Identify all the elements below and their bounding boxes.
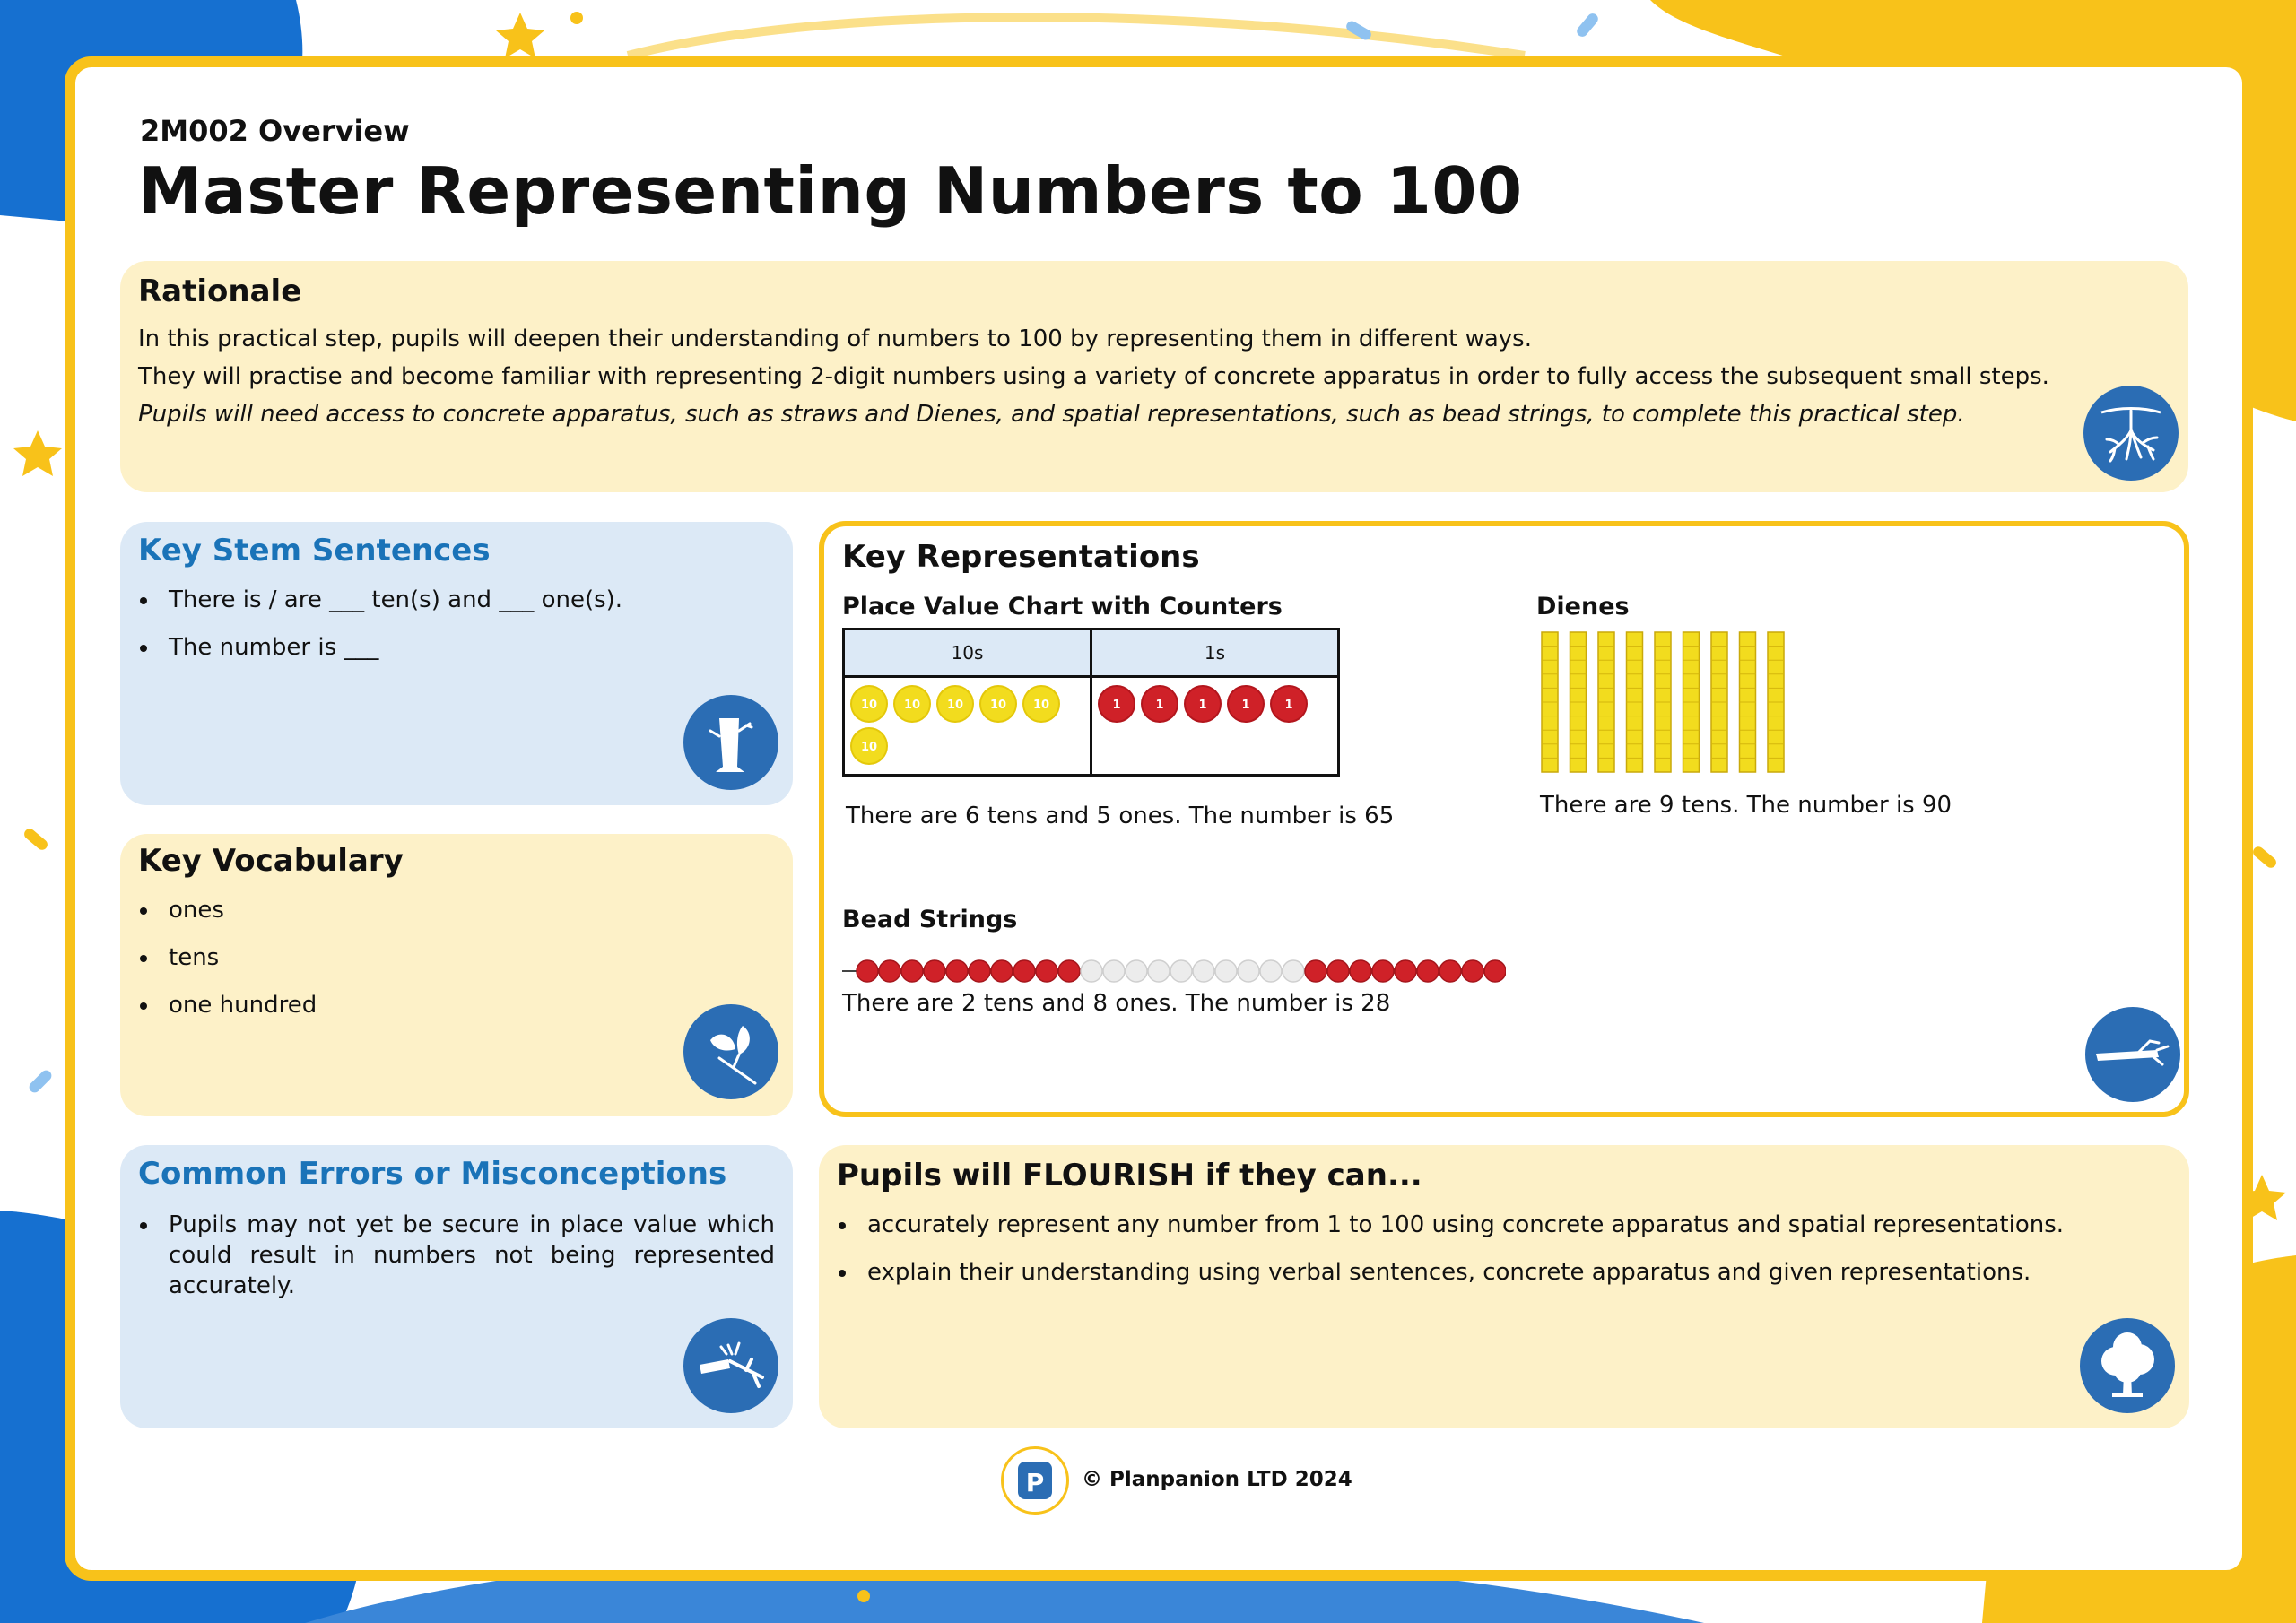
rationale-line-1: In this practical step, pupils will deepen their understanding of numbers to 100 by representing them in different ways.	[138, 325, 1532, 352]
stem-sentences-list	[138, 585, 622, 680]
tens-column-header: 10s	[844, 629, 1091, 677]
tree-stump-icon	[683, 695, 778, 790]
tens-counter: 10	[850, 727, 888, 765]
red-bead	[879, 960, 900, 982]
common-error-text: Pupils may not yet be secure in place value which could result in numbers not being represented accurately.	[169, 1211, 775, 1299]
ones-counter: 1	[1270, 685, 1308, 723]
bead-strings-caption: There are 2 tens and 8 ones. The number is 28	[842, 990, 1391, 1017]
ones-column-header: 1s	[1091, 629, 1339, 677]
rationale-panel	[120, 261, 2188, 492]
flourish-title: Pupils will FLOURISH if they can...	[837, 1158, 1422, 1193]
red-bead	[946, 960, 968, 982]
white-bead	[1238, 960, 1259, 982]
list-item: explain their understanding using verbal sentences, concrete apparatus and given representations.	[837, 1257, 2064, 1288]
red-bead	[1439, 960, 1461, 982]
tens-counter: 10	[1022, 685, 1060, 723]
red-bead	[857, 960, 878, 982]
red-bead	[969, 960, 990, 982]
logo-letter: P	[1025, 1468, 1045, 1497]
copyright-text: © Planpanion LTD 2024	[1082, 1468, 1352, 1491]
white-bead	[1081, 960, 1102, 982]
tens-counters	[845, 678, 1090, 765]
dienes-ten-rod	[1768, 632, 1784, 772]
red-bead	[1305, 960, 1326, 982]
footer	[1001, 1446, 1352, 1518]
dienes-caption: There are 9 tens. The number is 90	[1540, 792, 1952, 819]
list-item: There is / are ___ ten(s) and ___ one(s).	[138, 585, 622, 615]
rationale-line-3: Pupils will need access to concrete apparatus, such as straws and Dienes, and spatial representations, such as bead strings, to complete this practical step.	[138, 401, 1965, 428]
tens-counter: 10	[936, 685, 974, 723]
dienes-ten-rod	[1683, 632, 1700, 772]
dienes-ten-rod	[1740, 632, 1756, 772]
dienes-ten-rod	[1598, 632, 1614, 772]
red-bead	[1036, 960, 1057, 982]
broken-branch-icon	[683, 1318, 778, 1413]
red-bead	[1417, 960, 1439, 982]
red-bead	[1350, 960, 1371, 982]
roots-icon	[2083, 386, 2179, 481]
place-value-chart	[842, 628, 1340, 777]
dienes-title: Dienes	[1536, 593, 1630, 621]
bead-string	[842, 955, 1506, 987]
rationale-line-2: They will practise and become familiar with representing 2-digit numbers using a variety of concrete apparatus in order to fully access the subsequent small steps.	[138, 363, 2049, 390]
dienes-ten-rod	[1570, 632, 1587, 772]
representations-title: Key Representations	[842, 539, 1200, 575]
flourish-list	[837, 1210, 2064, 1305]
dienes-ten-rod	[1655, 632, 1671, 772]
red-bead	[1013, 960, 1035, 982]
common-errors-panel	[120, 1145, 793, 1428]
planpanion-logo	[1001, 1446, 1069, 1515]
red-bead	[901, 960, 923, 982]
white-bead	[1148, 960, 1170, 982]
red-bead	[1327, 960, 1349, 982]
key-vocabulary-panel	[120, 834, 793, 1116]
white-bead	[1193, 960, 1214, 982]
key-representations-panel	[819, 521, 2189, 1117]
rationale-title: Rationale	[138, 273, 302, 309]
flourish-panel	[819, 1145, 2189, 1428]
overview-page	[65, 56, 2253, 1581]
list-item: The number is ___	[138, 632, 622, 663]
lesson-code: 2M002 Overview	[140, 114, 410, 148]
vocabulary-list	[138, 895, 317, 1037]
bead-strings-title: Bead Strings	[842, 906, 1018, 933]
ones-counter: 1	[1098, 685, 1135, 723]
list-item: one hundred	[138, 990, 317, 1020]
white-bead	[1260, 960, 1282, 982]
list-item: accurately represent any number from 1 to 100 using concrete apparatus and spatial representations.	[837, 1210, 2064, 1240]
ones-counter: 1	[1227, 685, 1265, 723]
dienes-ten-rod	[1542, 632, 1558, 772]
red-bead	[1462, 960, 1483, 982]
list-item: tens	[138, 942, 317, 973]
red-bead	[1395, 960, 1416, 982]
key-stem-sentences-panel	[120, 522, 793, 805]
white-bead	[1215, 960, 1237, 982]
white-bead	[1283, 960, 1304, 982]
tens-counter: 10	[850, 685, 888, 723]
red-bead	[1372, 960, 1394, 982]
red-bead	[924, 960, 945, 982]
red-bead	[1484, 960, 1506, 982]
ones-counter: 1	[1184, 685, 1222, 723]
list-item	[138, 1210, 775, 1301]
common-errors-title: Common Errors or Misconceptions	[138, 1156, 727, 1192]
page-title: Master Representing Numbers to 100	[138, 153, 1523, 229]
leaves-icon	[683, 1004, 778, 1099]
branch-icon	[2085, 1007, 2180, 1102]
dienes-rods	[1536, 630, 1823, 777]
red-bead	[991, 960, 1013, 982]
list-item: ones	[138, 895, 317, 925]
white-bead	[1170, 960, 1192, 982]
place-value-caption: There are 6 tens and 5 ones. The number is 65	[846, 803, 1395, 829]
full-tree-icon	[2080, 1318, 2175, 1413]
tens-counter: 10	[979, 685, 1017, 723]
dienes-ten-rod	[1627, 632, 1643, 772]
red-bead	[1058, 960, 1080, 982]
white-bead	[1126, 960, 1147, 982]
place-value-title: Place Value Chart with Counters	[842, 593, 1283, 621]
dienes-ten-rod	[1711, 632, 1727, 772]
ones-counters	[1092, 678, 1337, 723]
tens-counter: 10	[893, 685, 931, 723]
vocabulary-title: Key Vocabulary	[138, 843, 404, 879]
white-bead	[1103, 960, 1125, 982]
stem-sentences-title: Key Stem Sentences	[138, 533, 491, 568]
ones-counter: 1	[1141, 685, 1178, 723]
